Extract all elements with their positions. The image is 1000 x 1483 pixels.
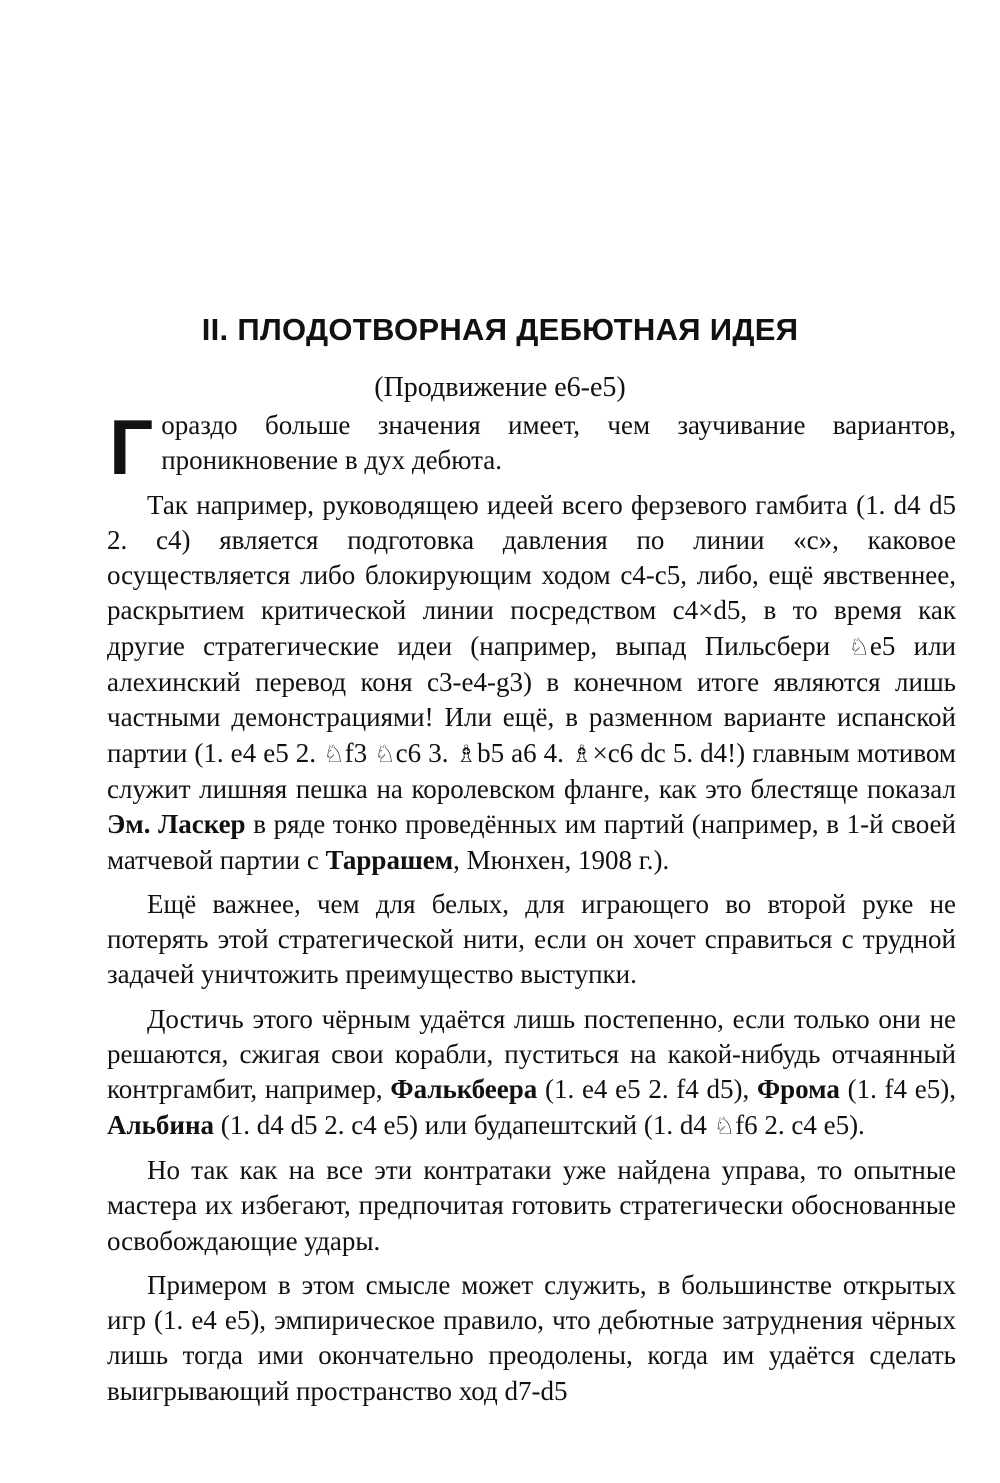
paragraph-1-text: ораздо больше значения имеет, чем заучивание вариантов, проникновение в дух дебюта. [161, 410, 956, 476]
name-albin: Альбина [107, 1109, 215, 1140]
text-run: f3 [344, 737, 375, 768]
text-run: f6 2. c4 e5). [735, 1109, 865, 1140]
paragraph-6: Примером в этом смысле может служить, в большинстве открытых игр (1. e4 e5), эмпирическое правило, что дебютные затруднения чёрных лишь тогда ими окончательно преодолены, когда им удаётся сделать выигрывающий пространство ход d7-d5 [107, 1269, 956, 1406]
chapter-subtitle: (Продвижение e6-e5) [374, 372, 626, 403]
text-run: (1. e4 e5 2. f4 d5), [537, 1074, 757, 1105]
text-run: c6 3. [395, 737, 456, 768]
body-text [107, 403, 956, 1418]
text-run: Так например, руководящею идеей всего ферзевого гамбита (1. d4 d5 2. c4) является подготовка давления по линии «с», каковое осуществляется либо блокирующим ходом c4-c5, либо, ещё явственнее, раскрытием критической линии посредством c4×d5, в то время как другие стратегические идеи (например, выпад Пильсбери [107, 489, 956, 661]
text-run: Достичь этого чёрным удаётся лишь постепенно, если только они не решаются, сжигая свои корабли, пуститься на какой-нибудь отчаянный контргамбит, например, [107, 1003, 956, 1105]
paragraph-5: Но так как на все эти контратаки уже найдена управа, то опытные мастера их избегают, предпочитая готовить стратегически обоснованные освобождающие удары. [107, 1154, 956, 1256]
text-run: ×c6 dc 5. d4!) главным мотивом служит лишняя пешка на королевском фланге, как это блестяще показал [107, 737, 956, 804]
knight-icon: ♘ [713, 1111, 736, 1140]
knight-icon: ♘ [848, 632, 870, 661]
paragraph-3: Ещё важнее, чем для белых, для играющего во второй руке не потерять этой стратегической нити, если он хочет справиться с трудной задачей уничтожить преимущество выступки. [107, 888, 956, 990]
text-run: (1. d4 d5 2. c4 e5) или будапештский (1. d4 [214, 1109, 714, 1140]
name-falkbeer: Фалькбеера [390, 1074, 538, 1105]
text-run: b5 a6 4. [477, 737, 572, 768]
paragraph-1 [107, 403, 956, 491]
paragraph-2 [107, 488, 956, 878]
knight-icon: ♘ [323, 739, 345, 768]
bishop-icon: ♗ [571, 739, 593, 768]
text-run: (1. f4 e5), [839, 1074, 956, 1105]
knight-icon: ♘ [374, 739, 396, 768]
text-run: e5 или алехинский перевод коня c3-e4-g3) в конечном итоге являются лишь частными демонстрациями! Или ещё, в разменном варианте испанской партии (1. e4 e5 2. [107, 630, 956, 768]
chapter-title: II. ПЛОДОТВОРНАЯ ДЕБЮТНАЯ ИДЕЯ [201, 312, 799, 347]
bishop-icon: ♗ [455, 739, 478, 768]
paragraph-4 [107, 1002, 956, 1144]
name-tarrasch: Таррашем [325, 844, 454, 875]
name-lasker: Эм. Ласкер [107, 809, 246, 840]
text-run: , Мюнхен, 1908 г.). [453, 844, 670, 875]
text-run: в ряде тонко проведённых им партий (например, в 1-й своей матчевой партии с [107, 809, 956, 875]
name-from: Фрома [756, 1074, 840, 1105]
drop-cap: Г [109, 403, 154, 491]
